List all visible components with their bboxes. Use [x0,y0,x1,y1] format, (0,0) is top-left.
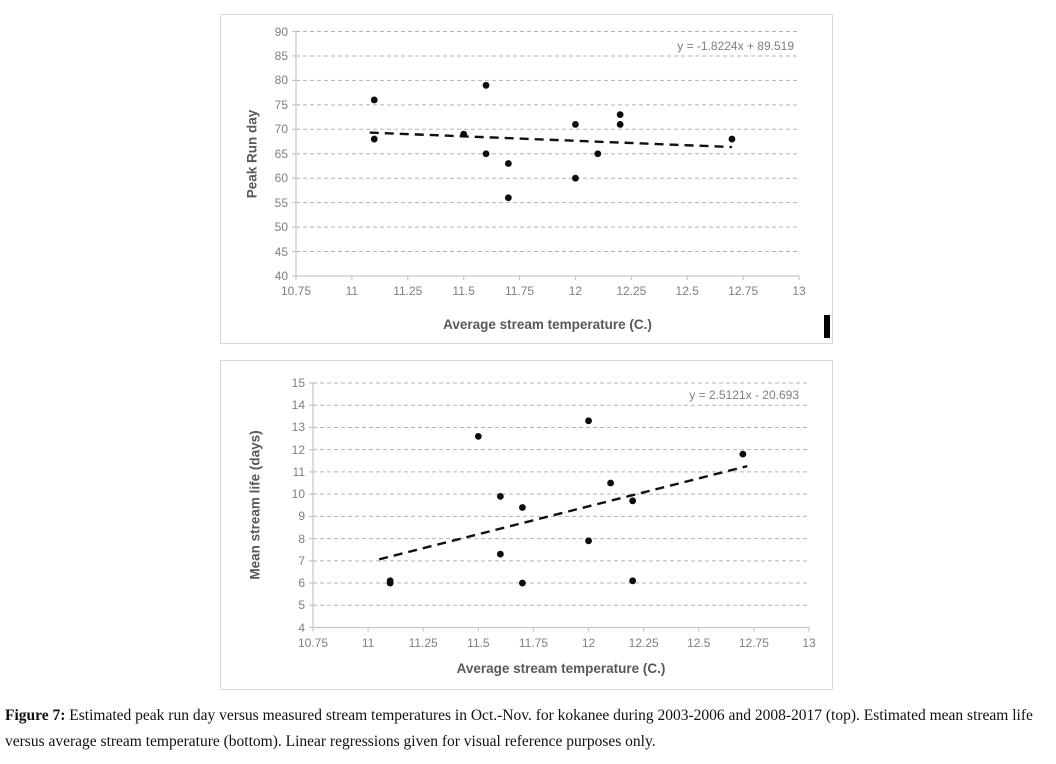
x-tick-label: 12.25 [628,635,659,650]
data-point [729,136,736,143]
trend-line [370,133,732,147]
y-tick-label: 60 [274,171,288,186]
data-point [519,580,526,587]
x-tick-label: 10.75 [297,635,329,650]
y-tick-label: 12 [291,442,305,457]
trendline-equation: y = 2.5121x - 20.693 [689,388,799,402]
x-tick-label: 12.25 [616,284,647,298]
x-axis-title: Average stream temperature (C.) [456,661,666,676]
data-point [483,82,490,89]
trendline-equation: y = -1.8224x + 89.519 [677,39,794,53]
data-point [629,497,636,504]
data-point [572,121,579,128]
y-tick-label: 15 [291,376,305,390]
y-tick-label: 50 [274,220,288,235]
y-tick-label: 70 [274,122,288,137]
data-point [483,150,490,157]
y-tick-label: 11 [292,464,305,479]
x-tick-label: 10.75 [280,284,312,298]
y-axis-title: Mean stream life (days) [247,430,263,580]
y-tick-label: 80 [274,73,288,88]
y-tick-label: 6 [298,576,305,591]
y-tick-label: 5 [298,598,305,613]
x-tick-label: 11.5 [452,284,475,298]
x-tick-label: 12.75 [728,284,759,298]
data-point [371,97,378,104]
bottom-chart-panel [220,360,833,690]
figure-caption-text: Estimated peak run day versus measured stream temperatures in Oct.-Nov. for kokanee during 2003-2006 and 2008-2017 (top). Estimated mean stream life versus average stream temperature (bottom). Linear regressions given for visual reference purposes only. [5,707,1033,750]
x-tick-label: 12 [568,284,583,298]
x-tick-label: 12 [581,635,596,650]
y-axis-title: Peak Run day [244,109,260,199]
data-point [617,111,624,118]
data-point [387,577,394,584]
x-tick-label: 12.5 [675,284,699,298]
x-tick-label: 11.25 [408,635,438,650]
x-tick-label: 11 [361,635,375,650]
x-tick-label: 13 [802,635,816,650]
x-tick-label: 11.75 [504,284,535,298]
figure-caption-label: Figure 7: [5,707,66,724]
y-tick-label: 40 [274,269,288,283]
y-tick-label: 65 [274,146,288,161]
y-tick-label: 10 [291,487,305,502]
data-point [505,194,512,201]
x-tick-label: 12.75 [738,635,769,650]
text-cursor-artifact [824,315,830,338]
data-point [572,175,579,182]
data-point [629,577,636,584]
y-tick-label: 8 [298,531,305,546]
data-point [585,537,592,544]
x-tick-label: 11 [345,284,359,298]
y-tick-label: 55 [274,195,288,210]
x-tick-label: 11.75 [518,635,548,650]
y-tick-label: 90 [274,24,288,39]
y-tick-label: 7 [298,553,305,568]
y-tick-label: 13 [291,420,305,435]
data-point [617,121,624,128]
data-point [497,493,504,500]
data-point [460,131,467,138]
x-tick-label: 12.5 [687,635,711,650]
data-point [497,551,504,558]
data-point [505,160,512,167]
y-tick-label: 85 [274,48,288,63]
figure-caption [5,703,1051,754]
data-point [371,136,378,143]
data-point [594,150,601,157]
data-point [475,433,482,440]
x-axis-title: Average stream temperature (C.) [443,317,652,332]
y-tick-label: 45 [274,244,288,259]
y-tick-label: 14 [291,398,305,413]
data-point [519,504,526,511]
y-tick-label: 9 [298,509,305,524]
x-tick-label: 11.5 [467,635,490,650]
data-point [739,451,746,458]
data-point [607,480,614,487]
y-tick-label: 75 [274,97,288,112]
x-tick-label: 11.25 [393,284,423,298]
top-chart-panel [220,14,833,344]
y-tick-label: 4 [298,620,305,635]
data-point [585,417,592,424]
trend-line [379,466,747,559]
x-tick-label: 13 [792,284,806,298]
